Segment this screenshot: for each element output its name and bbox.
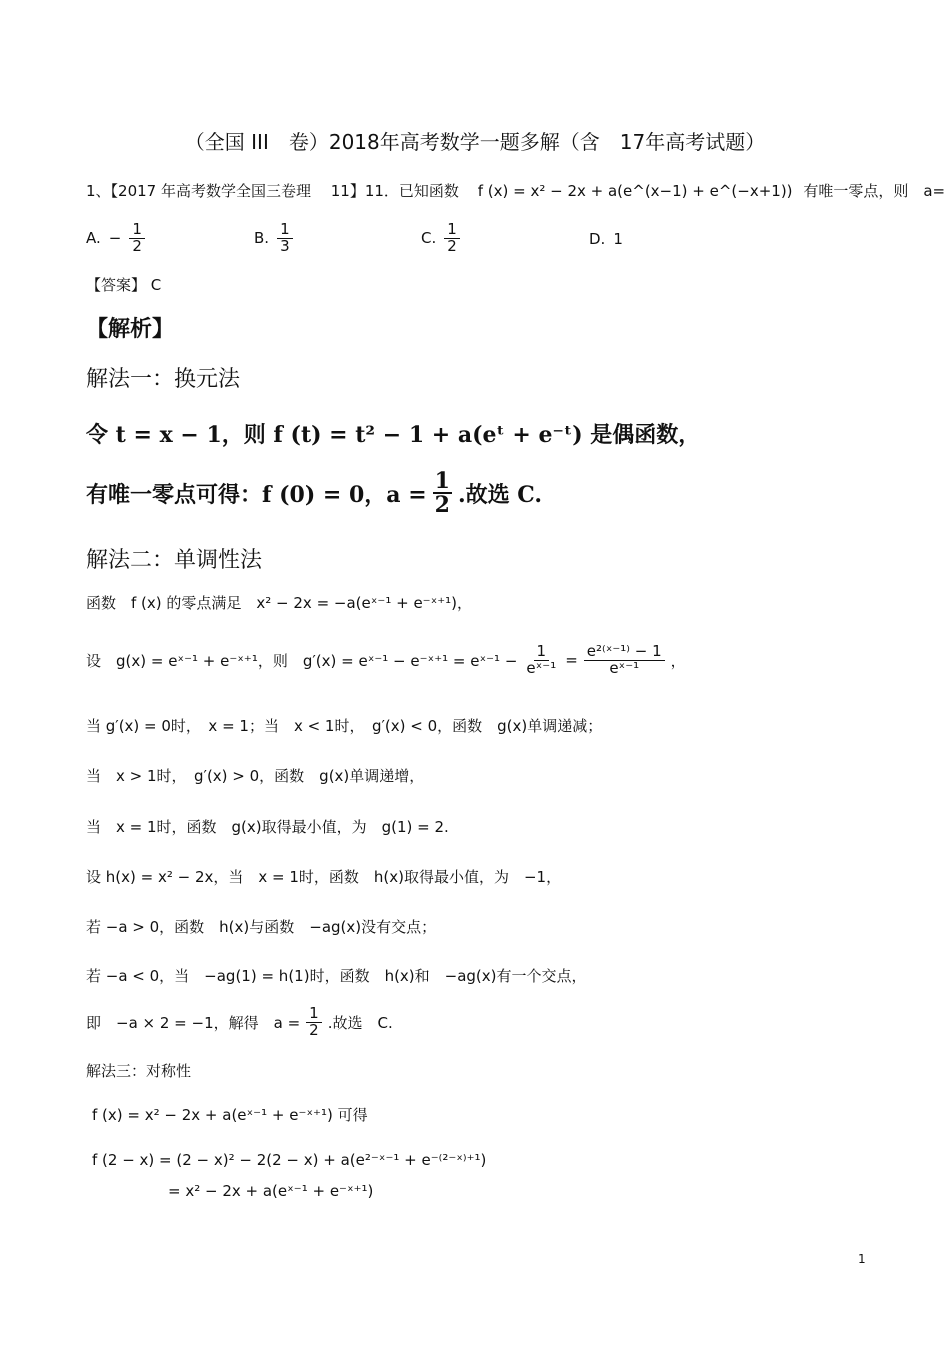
- option-c-num: 1: [444, 222, 460, 239]
- method3-line1: f (x) = x² − 2x + a(eˣ⁻¹ + e⁻ˣ⁺¹) 可得: [92, 1106, 368, 1124]
- g-def-suffix: ，: [670, 651, 686, 670]
- method2-line-one-intersection: 若 −a < 0，当 −ag(1) = h(1)时，函数 h(x)和 −ag(x)有一个交点，: [86, 967, 587, 985]
- method1-line2-prefix: 有唯一零点可得：f (0) = 0，a =: [86, 481, 427, 508]
- method1-heading: 解法一：换元法: [86, 367, 241, 392]
- option-a-fraction: [129, 222, 145, 255]
- method1-fraction-den: 2: [434, 492, 450, 518]
- g-fraction-2-den: eˣ⁻¹: [609, 658, 640, 677]
- option-b-label: B.: [254, 229, 270, 248]
- method2-heading: 解法二：单调性法: [86, 548, 263, 573]
- method2-line-min-g: 当 x = 1时，函数 g(x)取得最小值，为 g(1) = 2.: [86, 818, 449, 836]
- question-line: [86, 180, 945, 201]
- solve-suffix: .故选 C.: [327, 1013, 393, 1032]
- g-def-prefix: 设 g(x) = eˣ⁻¹ + e⁻ˣ⁺¹，则 g′(x) = eˣ⁻¹ − e⁻ˣ⁺¹ = eˣ⁻¹ −: [86, 651, 518, 670]
- method2-line-decreasing: 当 g′(x) = 0时， x = 1；当 x < 1时， g′(x) < 0，函数 g(x)单调递减；: [86, 717, 603, 735]
- option-b-den: 3: [280, 236, 290, 255]
- method3-line3: = x² − 2x + a(eˣ⁻¹ + e⁻ˣ⁺¹): [168, 1182, 374, 1200]
- option-d-value: 1: [613, 230, 623, 248]
- option-d-label: D.: [589, 230, 606, 248]
- option-c-den: 2: [447, 236, 457, 255]
- method2-solve-line: [86, 1006, 393, 1039]
- option-a: [86, 222, 145, 255]
- answer-line: 【答案】 C: [86, 276, 162, 294]
- method3-heading: 解法三：对称性: [86, 1062, 192, 1080]
- option-a-sign: −: [108, 229, 122, 248]
- method1-line2: [86, 470, 542, 516]
- analysis-heading: 【解析】: [86, 316, 175, 342]
- option-b-num: 1: [277, 222, 293, 239]
- method2-line-zero: 函数 f (x) 的零点满足 x² − 2x = −a(eˣ⁻¹ + e⁻ˣ⁺¹)，: [86, 594, 473, 612]
- method2-line-increasing: 当 x > 1时， g′(x) > 0，函数 g(x)单调递增，: [86, 767, 425, 785]
- question-suffix: 有唯一零点，则 a=: [803, 182, 946, 200]
- method2-line-no-intersection: 若 −a > 0，函数 h(x)与函数 −ag(x)没有交点；: [86, 918, 437, 936]
- equals-sign: =: [565, 651, 578, 670]
- question-prefix: 1、【2017 年高考数学全国三卷理 11】11．已知函数: [86, 182, 459, 200]
- option-c-label: C.: [421, 229, 437, 248]
- question-formula: f (x) = x² − 2x + a(e^(x−1) + e^(−x+1)): [477, 182, 793, 200]
- solve-fraction: [306, 1006, 322, 1039]
- method1-line1: 令 t = x − 1，则 f (t) = t² − 1 + a(eᵗ + e⁻ᵗ) 是偶函数，: [86, 422, 701, 448]
- g-fraction-2: [584, 644, 665, 677]
- option-c-fraction: [444, 222, 460, 255]
- option-b: [254, 222, 293, 255]
- method1-fraction-num: 1: [434, 468, 450, 494]
- method3-line2: f (2 − x) = (2 − x)² − 2(2 − x) + a(e²⁻ˣ⁻¹ + e⁻⁽²⁻ˣ⁾⁺¹): [92, 1151, 487, 1169]
- option-c: [421, 222, 460, 255]
- solve-fraction-num: 1: [306, 1006, 322, 1023]
- option-a-den: 2: [132, 236, 142, 255]
- page-number: 1: [858, 1252, 866, 1266]
- option-a-num: 1: [129, 222, 145, 239]
- method1-fraction: [433, 470, 452, 516]
- g-fraction-1-den: eˣ⁻¹: [526, 658, 557, 677]
- method2-line-h: 设 h(x) = x² − 2x，当 x = 1时，函数 h(x)取得最小值，为 −1，: [86, 868, 562, 886]
- method1-line2-suffix: .故选 C.: [457, 481, 543, 508]
- g-fraction-2-num: e²⁽ˣ⁻¹⁾ − 1: [584, 644, 665, 661]
- option-a-label: A.: [86, 229, 101, 248]
- method2-g-definition: [86, 644, 686, 677]
- solve-fraction-den: 2: [309, 1020, 319, 1039]
- g-fraction-1: [523, 644, 559, 677]
- page-title: （全国 III 卷）2018年高考数学一题多解（含 17年高考试题）: [184, 130, 766, 154]
- option-b-fraction: [277, 222, 293, 255]
- g-fraction-1-num: 1: [534, 644, 550, 661]
- solve-prefix: 即 −a × 2 = −1，解得 a =: [86, 1013, 301, 1032]
- option-d: [589, 230, 623, 248]
